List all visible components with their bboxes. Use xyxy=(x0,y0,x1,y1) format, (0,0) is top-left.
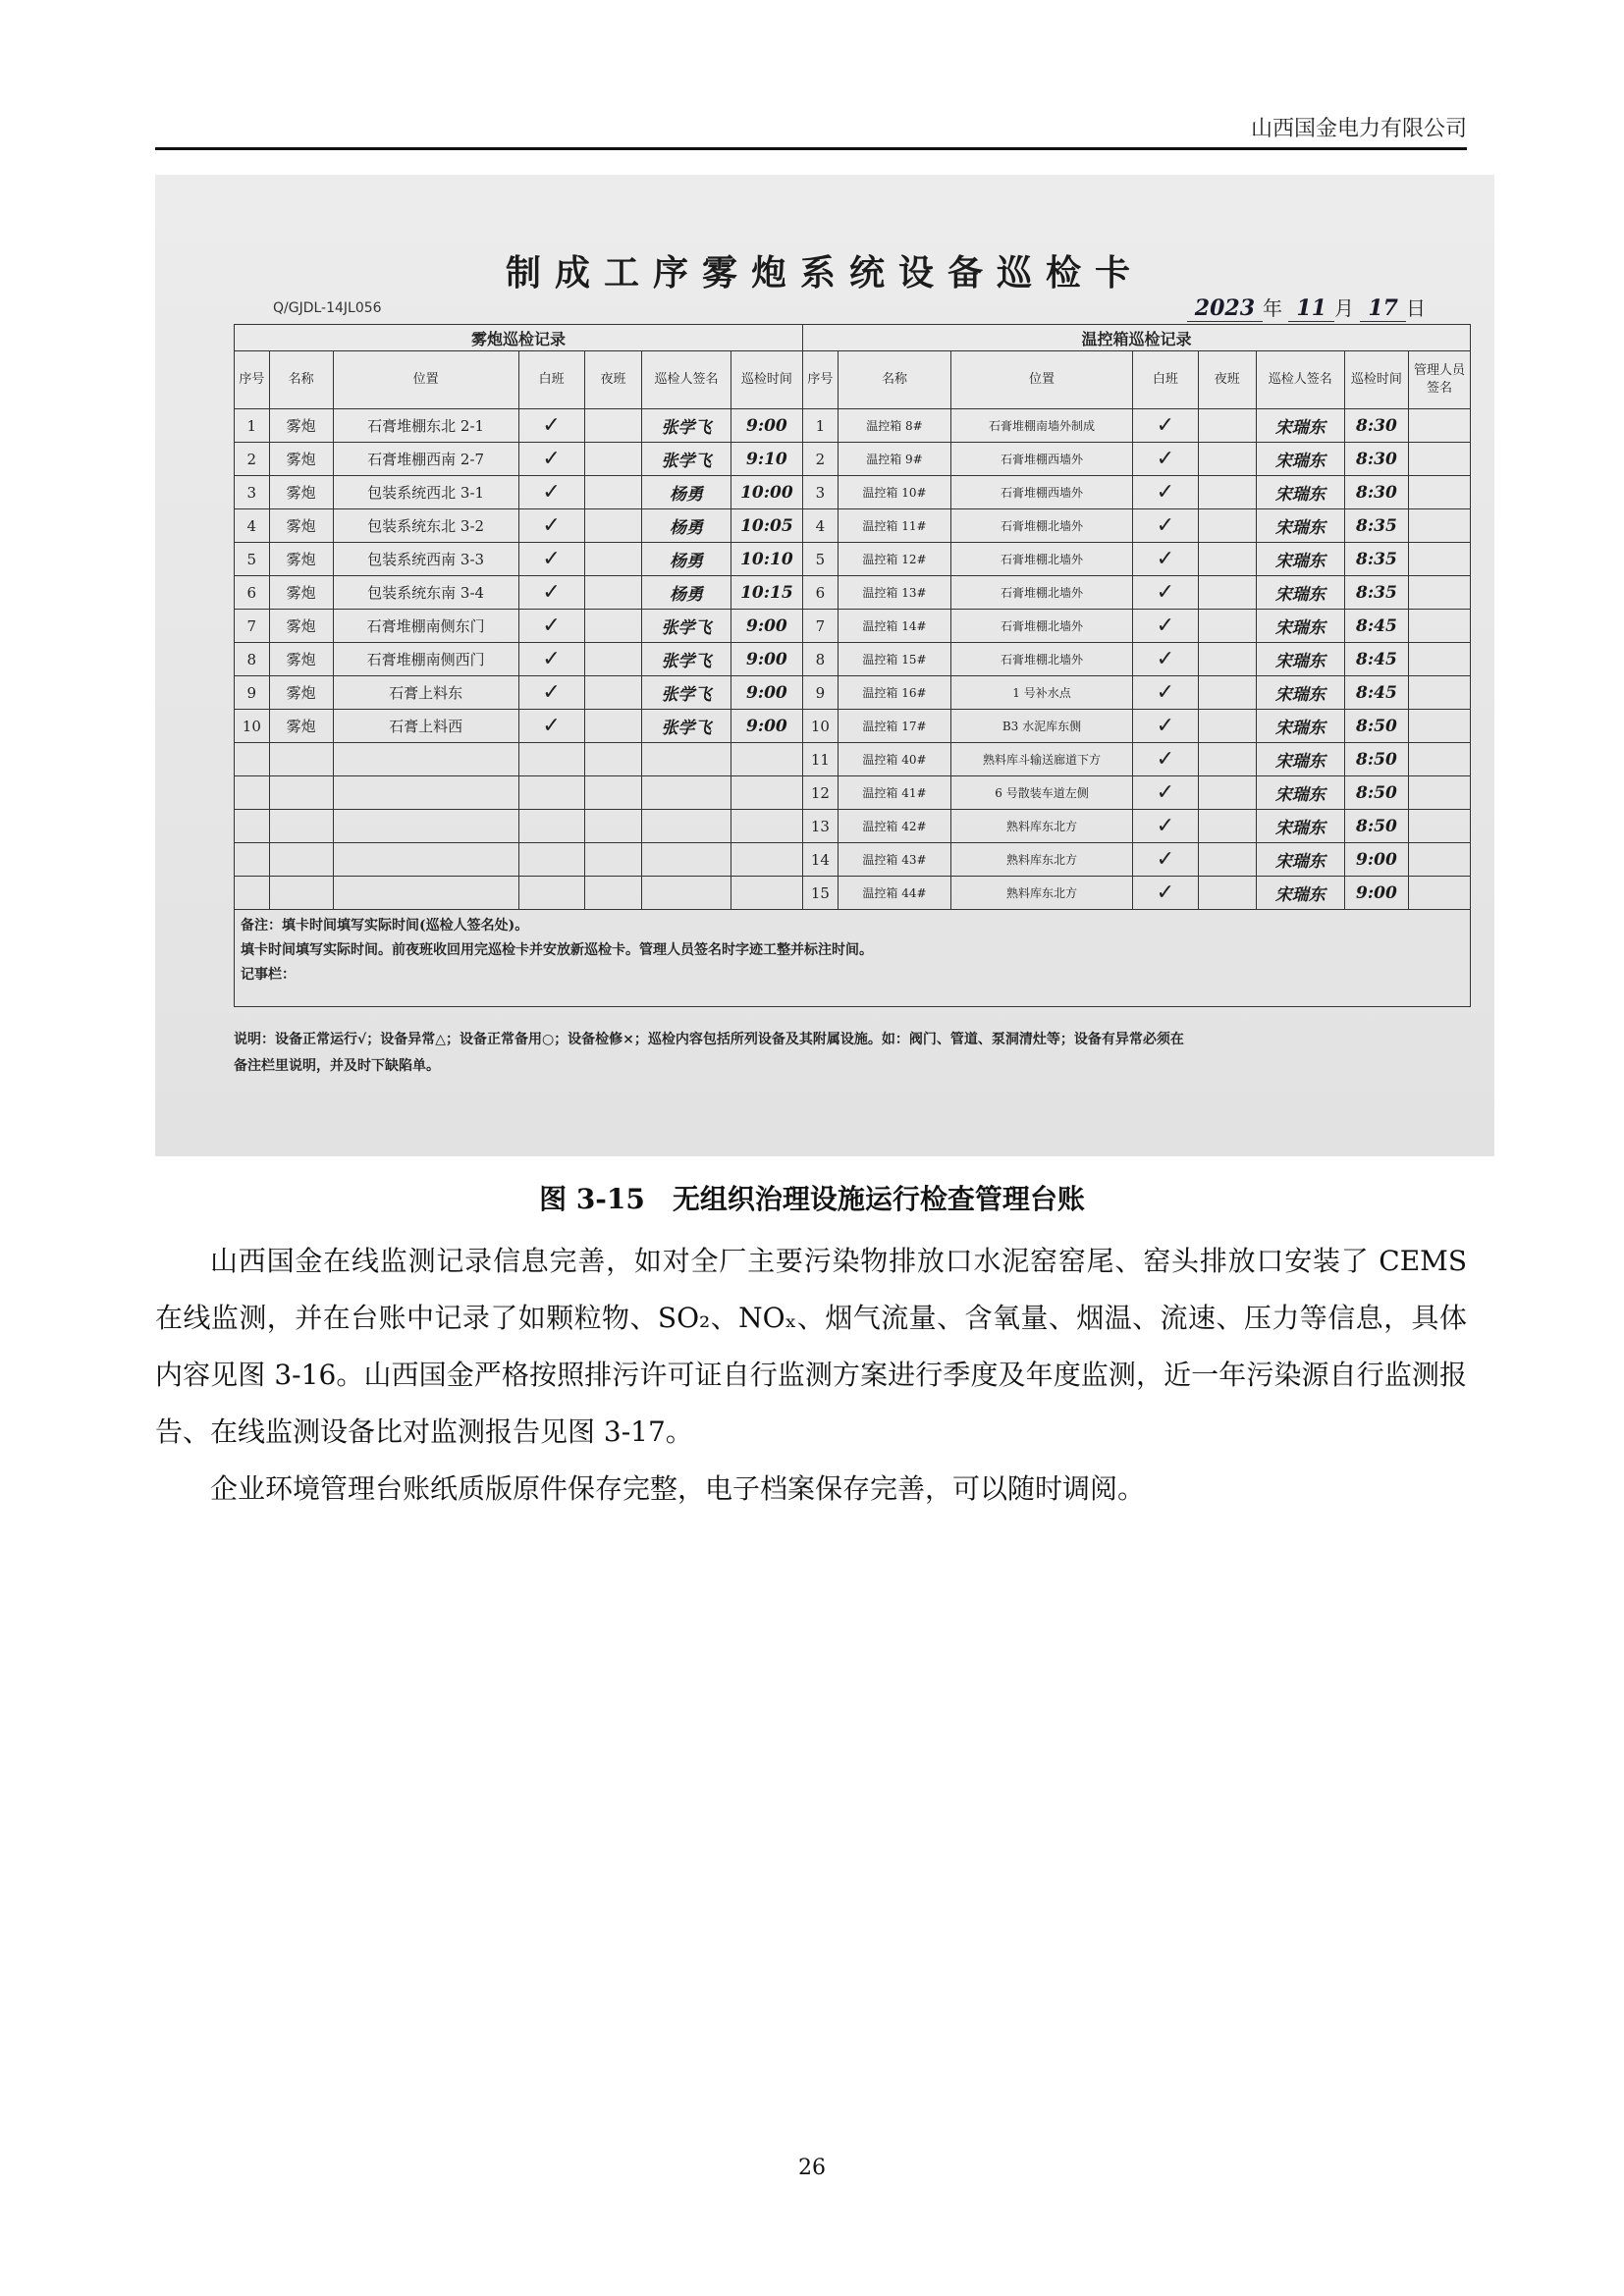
column-header: 名称 xyxy=(269,351,333,409)
row-number: 4 xyxy=(803,509,839,543)
date-year-label: 年 xyxy=(1263,296,1283,320)
inspector-signature: 张学飞 xyxy=(642,610,731,643)
notes-cell xyxy=(235,910,1471,1007)
night-shift-check xyxy=(584,409,642,443)
row-number: 2 xyxy=(803,443,839,476)
column-header: 名称 xyxy=(838,351,950,409)
night-shift-check xyxy=(1198,743,1256,776)
inspector-signature: 张学飞 xyxy=(642,643,731,676)
day-shift-check: ✓ xyxy=(1132,877,1198,910)
row-location: 6 号散装车道左侧 xyxy=(951,776,1133,810)
night-shift-check xyxy=(584,676,642,710)
night-shift-check xyxy=(1198,576,1256,610)
inspection-time: 8:30 xyxy=(1344,409,1408,443)
inspector-signature: 宋瑞东 xyxy=(1256,676,1344,710)
manager-signature xyxy=(1408,476,1470,509)
row-location: 石膏堆棚北墙外 xyxy=(951,576,1133,610)
night-shift-check xyxy=(1198,610,1256,643)
table-row xyxy=(235,776,1471,810)
inspector-signature: 宋瑞东 xyxy=(1256,877,1344,910)
column-header: 巡检时间 xyxy=(1344,351,1408,409)
row-number: 12 xyxy=(803,776,839,810)
row-name: 雾炮 xyxy=(269,710,333,743)
row-location: 石膏堆棚北墙外 xyxy=(951,643,1133,676)
row-location: 石膏堆棚西墙外 xyxy=(951,476,1133,509)
inspection-time: 8:35 xyxy=(1344,543,1408,576)
column-header: 管理人员签名 xyxy=(1408,351,1470,409)
row-name: 温控箱 10# xyxy=(838,476,950,509)
inspection-time: 9:10 xyxy=(731,443,802,476)
row-location: 石膏堆棚北墙外 xyxy=(951,610,1133,643)
inspector-signature: 杨勇 xyxy=(642,543,731,576)
table-row xyxy=(235,476,1471,509)
inspector-signature: 宋瑞东 xyxy=(1256,610,1344,643)
manager-signature xyxy=(1408,710,1470,743)
empty-cell xyxy=(642,877,731,910)
header-company: 山西国金电力有限公司 xyxy=(1250,117,1467,141)
day-shift-check: ✓ xyxy=(518,643,584,676)
inspector-signature: 杨勇 xyxy=(642,576,731,610)
empty-cell xyxy=(584,810,642,843)
day-shift-check: ✓ xyxy=(518,710,584,743)
empty-cell xyxy=(584,877,642,910)
empty-cell xyxy=(642,810,731,843)
date-year: 2023 xyxy=(1187,295,1263,322)
night-shift-check xyxy=(584,610,642,643)
empty-cell xyxy=(235,743,270,776)
table-row xyxy=(235,743,1471,776)
empty-cell xyxy=(642,776,731,810)
inspection-time: 9:00 xyxy=(731,643,802,676)
inspection-time: 9:00 xyxy=(1344,877,1408,910)
left-section-title: 雾炮巡检记录 xyxy=(235,325,803,351)
empty-cell xyxy=(333,810,518,843)
inspection-time: 8:45 xyxy=(1344,610,1408,643)
empty-cell xyxy=(584,843,642,877)
empty-cell xyxy=(333,843,518,877)
row-number: 9 xyxy=(803,676,839,710)
row-name: 温控箱 15# xyxy=(838,643,950,676)
empty-cell xyxy=(518,743,584,776)
manager-signature xyxy=(1408,743,1470,776)
row-location: 石膏堆棚北墙外 xyxy=(951,509,1133,543)
row-name: 温控箱 11# xyxy=(838,509,950,543)
form-code: Q/GJDL-14JL056 xyxy=(273,300,382,316)
inspection-time: 8:50 xyxy=(1344,710,1408,743)
row-location: 石膏堆棚东北 2-1 xyxy=(333,409,518,443)
manager-signature xyxy=(1408,843,1470,877)
inspection-time: 8:30 xyxy=(1344,476,1408,509)
day-shift-check: ✓ xyxy=(1132,643,1198,676)
row-name: 温控箱 40# xyxy=(838,743,950,776)
night-shift-check xyxy=(584,710,642,743)
row-number: 4 xyxy=(235,509,270,543)
night-shift-check xyxy=(584,576,642,610)
day-shift-check: ✓ xyxy=(518,509,584,543)
column-header: 巡检人签名 xyxy=(642,351,731,409)
row-number: 10 xyxy=(803,710,839,743)
row-name: 雾炮 xyxy=(269,443,333,476)
date-month-label: 月 xyxy=(1334,296,1355,320)
day-shift-check: ✓ xyxy=(518,443,584,476)
inspection-time: 8:35 xyxy=(1344,509,1408,543)
note-line: 备注：填卡时间填写实际时间(巡检人签名处)。 xyxy=(241,918,529,934)
manager-signature xyxy=(1408,877,1470,910)
inspection-time: 8:45 xyxy=(1344,676,1408,710)
table-row xyxy=(235,509,1471,543)
row-location: 石膏上料东 xyxy=(333,676,518,710)
column-header: 序号 xyxy=(803,351,839,409)
form-date xyxy=(1187,293,1426,321)
day-shift-check: ✓ xyxy=(1132,409,1198,443)
note-line: 填卡时间填写实际时间。前夜班收回用完巡检卡并安放新巡检卡。管理人员签名时字迹工整并标注时间。 xyxy=(241,942,873,959)
row-number: 10 xyxy=(235,710,270,743)
row-location: B3 水泥库东侧 xyxy=(951,710,1133,743)
row-number: 7 xyxy=(235,610,270,643)
empty-cell xyxy=(518,877,584,910)
row-name: 雾炮 xyxy=(269,509,333,543)
manager-signature xyxy=(1408,443,1470,476)
column-header: 序号 xyxy=(235,351,270,409)
row-name: 雾炮 xyxy=(269,676,333,710)
inspector-signature: 宋瑞东 xyxy=(1256,776,1344,810)
inspection-time: 8:35 xyxy=(1344,576,1408,610)
row-name: 雾炮 xyxy=(269,476,333,509)
night-shift-check xyxy=(584,643,642,676)
empty-cell xyxy=(269,810,333,843)
row-number: 9 xyxy=(235,676,270,710)
row-name: 温控箱 16# xyxy=(838,676,950,710)
empty-cell xyxy=(333,877,518,910)
row-name: 温控箱 13# xyxy=(838,576,950,610)
row-location: 包装系统西北 3-1 xyxy=(333,476,518,509)
day-shift-check: ✓ xyxy=(1132,776,1198,810)
night-shift-check xyxy=(1198,676,1256,710)
day-shift-check: ✓ xyxy=(518,543,584,576)
row-number: 3 xyxy=(235,476,270,509)
row-location: 熟料库东北方 xyxy=(951,810,1133,843)
day-shift-check: ✓ xyxy=(518,676,584,710)
manager-signature xyxy=(1408,409,1470,443)
paragraph: 山西国金在线监测记录信息完善，如对全厂主要污染物排放口水泥窑窑尾、窑头排放口安装了 CEMS 在线监测，并在台账中记录了如颗粒物、SO₂、NOₓ、烟气流量、含氧量、烟温、流速、压力等信息，具体内容见图 3-16。山西国金严格按照排污许可证自行监测方案进行季度及年度监测，近一年污染源自行监测报告、在线监测设备比对监测报告见图 3-17。 xyxy=(155,1245,1467,1448)
inspection-time: 9:00 xyxy=(731,676,802,710)
inspection-time: 8:50 xyxy=(1344,810,1408,843)
table-row xyxy=(235,643,1471,676)
row-number: 6 xyxy=(235,576,270,610)
empty-cell xyxy=(731,776,802,810)
inspection-time: 8:50 xyxy=(1344,743,1408,776)
header-rule xyxy=(155,147,1467,150)
row-location: 熟料库东北方 xyxy=(951,877,1133,910)
column-header: 位置 xyxy=(333,351,518,409)
empty-cell xyxy=(235,843,270,877)
empty-cell xyxy=(731,877,802,910)
row-number: 6 xyxy=(803,576,839,610)
inspection-time: 8:45 xyxy=(1344,643,1408,676)
row-name: 温控箱 17# xyxy=(838,710,950,743)
row-name: 温控箱 12# xyxy=(838,543,950,576)
body-text xyxy=(155,1233,1467,1518)
empty-cell xyxy=(584,743,642,776)
row-name: 温控箱 9# xyxy=(838,443,950,476)
row-name: 雾炮 xyxy=(269,576,333,610)
row-location: 熟料库斗输送廊道下方 xyxy=(951,743,1133,776)
row-name: 温控箱 8# xyxy=(838,409,950,443)
day-shift-check: ✓ xyxy=(1132,676,1198,710)
row-name: 温控箱 43# xyxy=(838,843,950,877)
paragraph: 企业环境管理台账纸质版原件保存完整，电子档案保存完善，可以随时调阅。 xyxy=(210,1472,1146,1505)
manager-signature xyxy=(1408,643,1470,676)
inspector-signature: 宋瑞东 xyxy=(1256,743,1344,776)
inspection-time: 9:00 xyxy=(731,610,802,643)
row-name: 温控箱 42# xyxy=(838,810,950,843)
row-name: 温控箱 44# xyxy=(838,877,950,910)
empty-cell xyxy=(731,743,802,776)
night-shift-check xyxy=(1198,509,1256,543)
inspection-time: 10:15 xyxy=(731,576,802,610)
day-shift-check: ✓ xyxy=(1132,543,1198,576)
column-header: 巡检时间 xyxy=(731,351,802,409)
row-location: 熟料库东北方 xyxy=(951,843,1133,877)
empty-cell xyxy=(731,843,802,877)
row-number: 11 xyxy=(803,743,839,776)
date-month: 11 xyxy=(1288,295,1334,322)
inspection-time: 8:30 xyxy=(1344,443,1408,476)
inspection-time: 8:50 xyxy=(1344,776,1408,810)
empty-cell xyxy=(269,877,333,910)
row-number: 13 xyxy=(803,810,839,843)
row-name: 雾炮 xyxy=(269,610,333,643)
row-number: 8 xyxy=(803,643,839,676)
empty-cell xyxy=(269,843,333,877)
night-shift-check xyxy=(1198,710,1256,743)
row-number: 1 xyxy=(803,409,839,443)
row-number: 8 xyxy=(235,643,270,676)
inspector-signature: 张学飞 xyxy=(642,443,731,476)
row-location: 包装系统西南 3-3 xyxy=(333,543,518,576)
row-name: 雾炮 xyxy=(269,643,333,676)
row-number: 7 xyxy=(803,610,839,643)
day-shift-check: ✓ xyxy=(518,610,584,643)
table-row xyxy=(235,676,1471,710)
inspection-time: 9:00 xyxy=(731,710,802,743)
manager-signature xyxy=(1408,776,1470,810)
row-name: 雾炮 xyxy=(269,543,333,576)
empty-cell xyxy=(518,810,584,843)
inspector-signature: 张学飞 xyxy=(642,676,731,710)
day-shift-check: ✓ xyxy=(1132,743,1198,776)
legend-line: 备注栏里说明，并及时下缺陷单。 xyxy=(234,1057,440,1074)
inspector-signature: 宋瑞东 xyxy=(1256,509,1344,543)
manager-signature xyxy=(1408,610,1470,643)
inspector-signature: 宋瑞东 xyxy=(1256,810,1344,843)
inspection-time: 9:00 xyxy=(1344,843,1408,877)
inspector-signature: 宋瑞东 xyxy=(1256,543,1344,576)
inspector-signature: 宋瑞东 xyxy=(1256,443,1344,476)
inspection-time: 10:10 xyxy=(731,543,802,576)
empty-cell xyxy=(235,810,270,843)
night-shift-check xyxy=(1198,476,1256,509)
column-header: 夜班 xyxy=(1198,351,1256,409)
inspector-signature: 杨勇 xyxy=(642,476,731,509)
day-shift-check: ✓ xyxy=(1132,710,1198,743)
row-name: 温控箱 14# xyxy=(838,610,950,643)
table-row xyxy=(235,409,1471,443)
figure-caption: 图 3-15 无组织治理设施运行检查管理台账 xyxy=(539,1183,1085,1215)
table-row xyxy=(235,877,1471,910)
day-shift-check: ✓ xyxy=(518,576,584,610)
inspector-signature: 宋瑞东 xyxy=(1256,409,1344,443)
row-number: 15 xyxy=(803,877,839,910)
column-header-row xyxy=(235,351,1471,409)
row-location: 石膏堆棚南墙外制成 xyxy=(951,409,1133,443)
form-legend xyxy=(234,1027,1481,1079)
row-location: 包装系统东北 3-2 xyxy=(333,509,518,543)
row-name: 温控箱 41# xyxy=(838,776,950,810)
row-number: 14 xyxy=(803,843,839,877)
day-shift-check: ✓ xyxy=(1132,443,1198,476)
table-row xyxy=(235,576,1471,610)
note-line: 记事栏： xyxy=(241,967,296,984)
row-location: 石膏堆棚南侧东门 xyxy=(333,610,518,643)
row-number: 1 xyxy=(235,409,270,443)
empty-cell xyxy=(731,810,802,843)
inspection-time: 10:00 xyxy=(731,476,802,509)
day-shift-check: ✓ xyxy=(1132,610,1198,643)
night-shift-check xyxy=(584,509,642,543)
row-number: 5 xyxy=(803,543,839,576)
column-header: 白班 xyxy=(518,351,584,409)
night-shift-check xyxy=(584,443,642,476)
inspector-signature: 宋瑞东 xyxy=(1256,643,1344,676)
inspection-time: 10:05 xyxy=(731,509,802,543)
inspector-signature: 宋瑞东 xyxy=(1256,710,1344,743)
row-number: 3 xyxy=(803,476,839,509)
row-location: 石膏堆棚北墙外 xyxy=(951,543,1133,576)
date-day-label: 日 xyxy=(1406,296,1426,320)
row-name: 雾炮 xyxy=(269,409,333,443)
inspector-signature: 宋瑞东 xyxy=(1256,576,1344,610)
right-section-title: 温控箱巡检记录 xyxy=(803,325,1471,351)
manager-signature xyxy=(1408,543,1470,576)
row-location: 石膏堆棚南侧西门 xyxy=(333,643,518,676)
day-shift-check: ✓ xyxy=(1132,810,1198,843)
day-shift-check: ✓ xyxy=(1132,843,1198,877)
inspection-time: 9:00 xyxy=(731,409,802,443)
night-shift-check xyxy=(584,476,642,509)
inspector-signature: 宋瑞东 xyxy=(1256,476,1344,509)
table-row xyxy=(235,810,1471,843)
row-location: 石膏堆棚西南 2-7 xyxy=(333,443,518,476)
day-shift-check: ✓ xyxy=(1132,576,1198,610)
row-number: 5 xyxy=(235,543,270,576)
column-header: 巡检人签名 xyxy=(1256,351,1344,409)
inspection-table xyxy=(234,324,1471,1007)
empty-cell xyxy=(235,776,270,810)
night-shift-check xyxy=(1198,409,1256,443)
night-shift-check xyxy=(1198,443,1256,476)
table-row xyxy=(235,610,1471,643)
table-row xyxy=(235,543,1471,576)
manager-signature xyxy=(1408,676,1470,710)
column-header: 夜班 xyxy=(584,351,642,409)
empty-cell xyxy=(269,776,333,810)
day-shift-check: ✓ xyxy=(518,476,584,509)
table-row xyxy=(235,710,1471,743)
day-shift-check: ✓ xyxy=(1132,476,1198,509)
row-location: 石膏上料西 xyxy=(333,710,518,743)
empty-cell xyxy=(584,776,642,810)
inspector-signature: 杨勇 xyxy=(642,509,731,543)
empty-cell xyxy=(333,776,518,810)
manager-signature xyxy=(1408,810,1470,843)
night-shift-check xyxy=(1198,643,1256,676)
legend-line: 说明：设备正常运行√；设备异常△；设备正常备用○；设备检修×；巡检内容包括所列设备及其附属设施。如：阀门、管道、泵洞清灶等；设备有异常必须在 xyxy=(234,1032,1184,1047)
empty-cell xyxy=(333,743,518,776)
inspector-signature: 张学飞 xyxy=(642,409,731,443)
row-number: 2 xyxy=(235,443,270,476)
empty-cell xyxy=(235,877,270,910)
manager-signature xyxy=(1408,509,1470,543)
night-shift-check xyxy=(1198,776,1256,810)
day-shift-check: ✓ xyxy=(1132,509,1198,543)
table-row xyxy=(235,443,1471,476)
date-day: 17 xyxy=(1360,295,1406,322)
night-shift-check xyxy=(1198,543,1256,576)
inspector-signature: 张学飞 xyxy=(642,710,731,743)
empty-cell xyxy=(269,743,333,776)
column-header: 白班 xyxy=(1132,351,1198,409)
empty-cell xyxy=(642,743,731,776)
table-row xyxy=(235,843,1471,877)
night-shift-check xyxy=(1198,843,1256,877)
empty-cell xyxy=(518,843,584,877)
empty-cell xyxy=(642,843,731,877)
row-location: 包装系统东南 3-4 xyxy=(333,576,518,610)
page-number: 26 xyxy=(798,2156,826,2180)
empty-cell xyxy=(518,776,584,810)
night-shift-check xyxy=(1198,877,1256,910)
day-shift-check: ✓ xyxy=(518,409,584,443)
night-shift-check xyxy=(1198,810,1256,843)
row-location: 1 号补水点 xyxy=(951,676,1133,710)
scanned-inspection-card xyxy=(155,175,1494,1156)
column-header: 位置 xyxy=(951,351,1133,409)
form-title: 制成工序雾炮系统设备巡检卡 xyxy=(505,252,1144,294)
inspector-signature: 宋瑞东 xyxy=(1256,843,1344,877)
night-shift-check xyxy=(584,543,642,576)
row-location: 石膏堆棚西墙外 xyxy=(951,443,1133,476)
manager-signature xyxy=(1408,576,1470,610)
